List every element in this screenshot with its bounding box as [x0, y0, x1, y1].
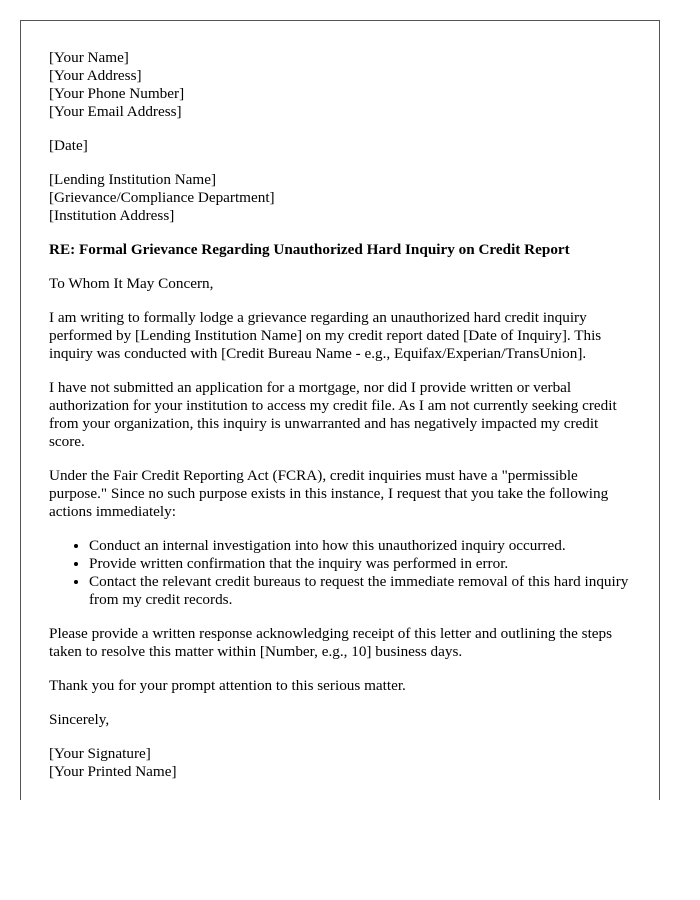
paragraph-inquiry: I am writing to formally lodge a grievance regarding an unauthorized hard credit inquiry performed by [Lending Institution Name] on my credit report dated [Date of Inquiry]. This inquiry was conducted with [Credit Bureau Name - e.g., Equifax/Experian/TransUnion].: [49, 309, 602, 362]
salutation: To Whom It May Concern,: [49, 275, 214, 292]
sender-email: [Your Email Address]: [49, 103, 182, 120]
paragraph-response-request: Please provide a written response acknowledging receipt of this letter and outlining the steps taken to resolve this matter within [Number, e.g., 10] business days.: [49, 625, 613, 660]
date-block: [49, 137, 637, 155]
list-item: • Conduct an internal investigation into how this unauthorized inquiry occurred.: [89, 537, 637, 555]
signature-block: [49, 745, 637, 781]
list-item: • Contact the relevant credit bureaus to request the immediate removal of this hard inquiry from my credit records.: [89, 573, 637, 609]
sender-address: [Your Address]: [49, 67, 142, 84]
signature: [Your Signature]: [49, 745, 151, 762]
paragraph-fcra: Under the Fair Credit Reporting Act (FCRA), credit inquiries must have a "permissible purpose." Since no such purpose exists in this instance, I request that you take the following actions immediately:: [49, 467, 609, 520]
closing: Sincerely,: [49, 711, 110, 728]
sender-phone: [Your Phone Number]: [49, 85, 185, 102]
recipient-institution: [Lending Institution Name]: [49, 171, 217, 188]
recipient-block: [49, 171, 637, 225]
letter-body: [49, 49, 637, 797]
recipient-department: [Grievance/Compliance Department]: [49, 189, 275, 206]
letter-date: [Date]: [49, 137, 88, 154]
printed-name: [Your Printed Name]: [49, 763, 177, 780]
sender-name: [Your Name]: [49, 49, 129, 66]
sender-block: [49, 49, 637, 121]
letter-page: [20, 20, 660, 800]
subject-line: RE: Formal Grievance Regarding Unauthorized Hard Inquiry on Credit Report: [49, 241, 570, 258]
list-item: • Provide written confirmation that the inquiry was performed in error.: [89, 555, 637, 573]
paragraph-thanks: Thank you for your prompt attention to this serious matter.: [49, 677, 406, 694]
recipient-address: [Institution Address]: [49, 207, 175, 224]
paragraph-no-authorization: I have not submitted an application for a mortgage, nor did I provide written or verbal authorization for your institution to access my credit file. As I am not currently seeking credit from your organization, this inquiry is unwarranted and has negatively impacted my credit score.: [49, 379, 617, 450]
actions-list: [49, 537, 637, 609]
